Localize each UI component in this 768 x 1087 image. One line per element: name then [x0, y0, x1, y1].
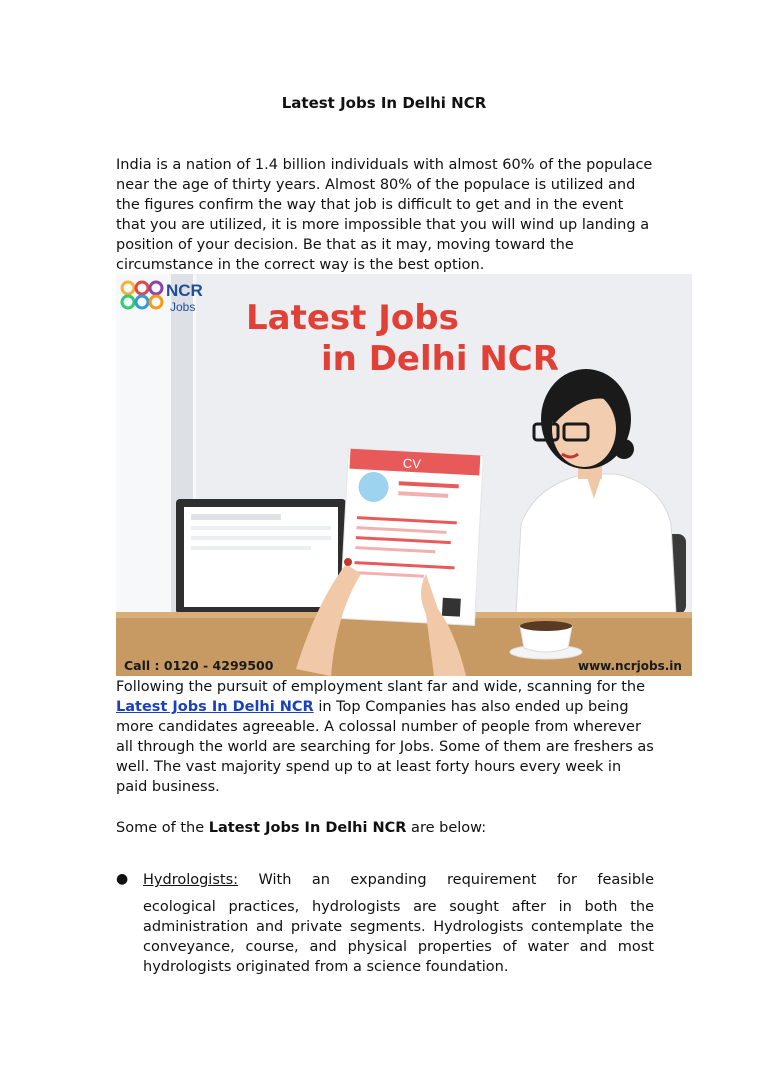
- cv-label: CV: [402, 455, 422, 472]
- banner-headline-1: Latest Jobs: [246, 298, 459, 338]
- bullet-first-line: With an expanding requirement for feasible: [238, 872, 654, 888]
- intro-paragraph: India is a nation of 1.4 billion individuals with almost 60% of the populace near the age of thirty years. Almost 80% of the populace is utilized and the figures confirm the way that job is difficult to get and in the event that you are utilized, it is more impossible that you will wind up landing a position of your decision. Be that as it may, moving toward the circumstance in the correct way is the best option.: [116, 157, 653, 273]
- banner-website: www.ncrjobs.in: [578, 659, 682, 673]
- paragraph-3-bold: Latest Jobs In Delhi NCR: [208, 820, 407, 836]
- illustration-laptop: [176, 499, 346, 614]
- page-title: Latest Jobs In Delhi NCR: [281, 94, 487, 112]
- paragraph-3: [116, 818, 654, 838]
- bullet-body: ecological practices, hydrologists are sought after in both the administration and private segments. Hydrologists contemplate the conveyance, course, and physical properties of water and most hydrologists originated from a science foundation.: [143, 899, 654, 975]
- banner-phone: Call : 0120 - 4299500: [124, 658, 274, 673]
- illustration-cv: [340, 449, 484, 626]
- banner-headline-2: in Delhi NCR: [321, 339, 559, 379]
- paragraph-3-text-end: are below:: [406, 820, 487, 836]
- logo-ncr-text: NCR: [166, 281, 203, 300]
- bullet-icon: ●: [116, 871, 129, 887]
- logo-jobs-text: Jobs: [170, 300, 196, 314]
- paragraph-3-text-start: Some of the: [116, 820, 209, 836]
- paragraph-2-text-start: Following the pursuit of employment slant far and wide, scanning for the: [116, 679, 645, 695]
- paragraph-2: [116, 677, 654, 797]
- latest-jobs-link[interactable]: Latest Jobs In Delhi NCR: [116, 699, 314, 715]
- banner-image: [116, 274, 692, 676]
- bullet-term: Hydrologists:: [143, 872, 239, 888]
- paragraph-2-text-end: in Top Companies has also ended up being more candidates agreeable. A colossal number of people from wherever all through the world are searching for Jobs. Some of them are freshers as well. The vast majority spend up to at least forty hours every week in paid business.: [116, 699, 654, 795]
